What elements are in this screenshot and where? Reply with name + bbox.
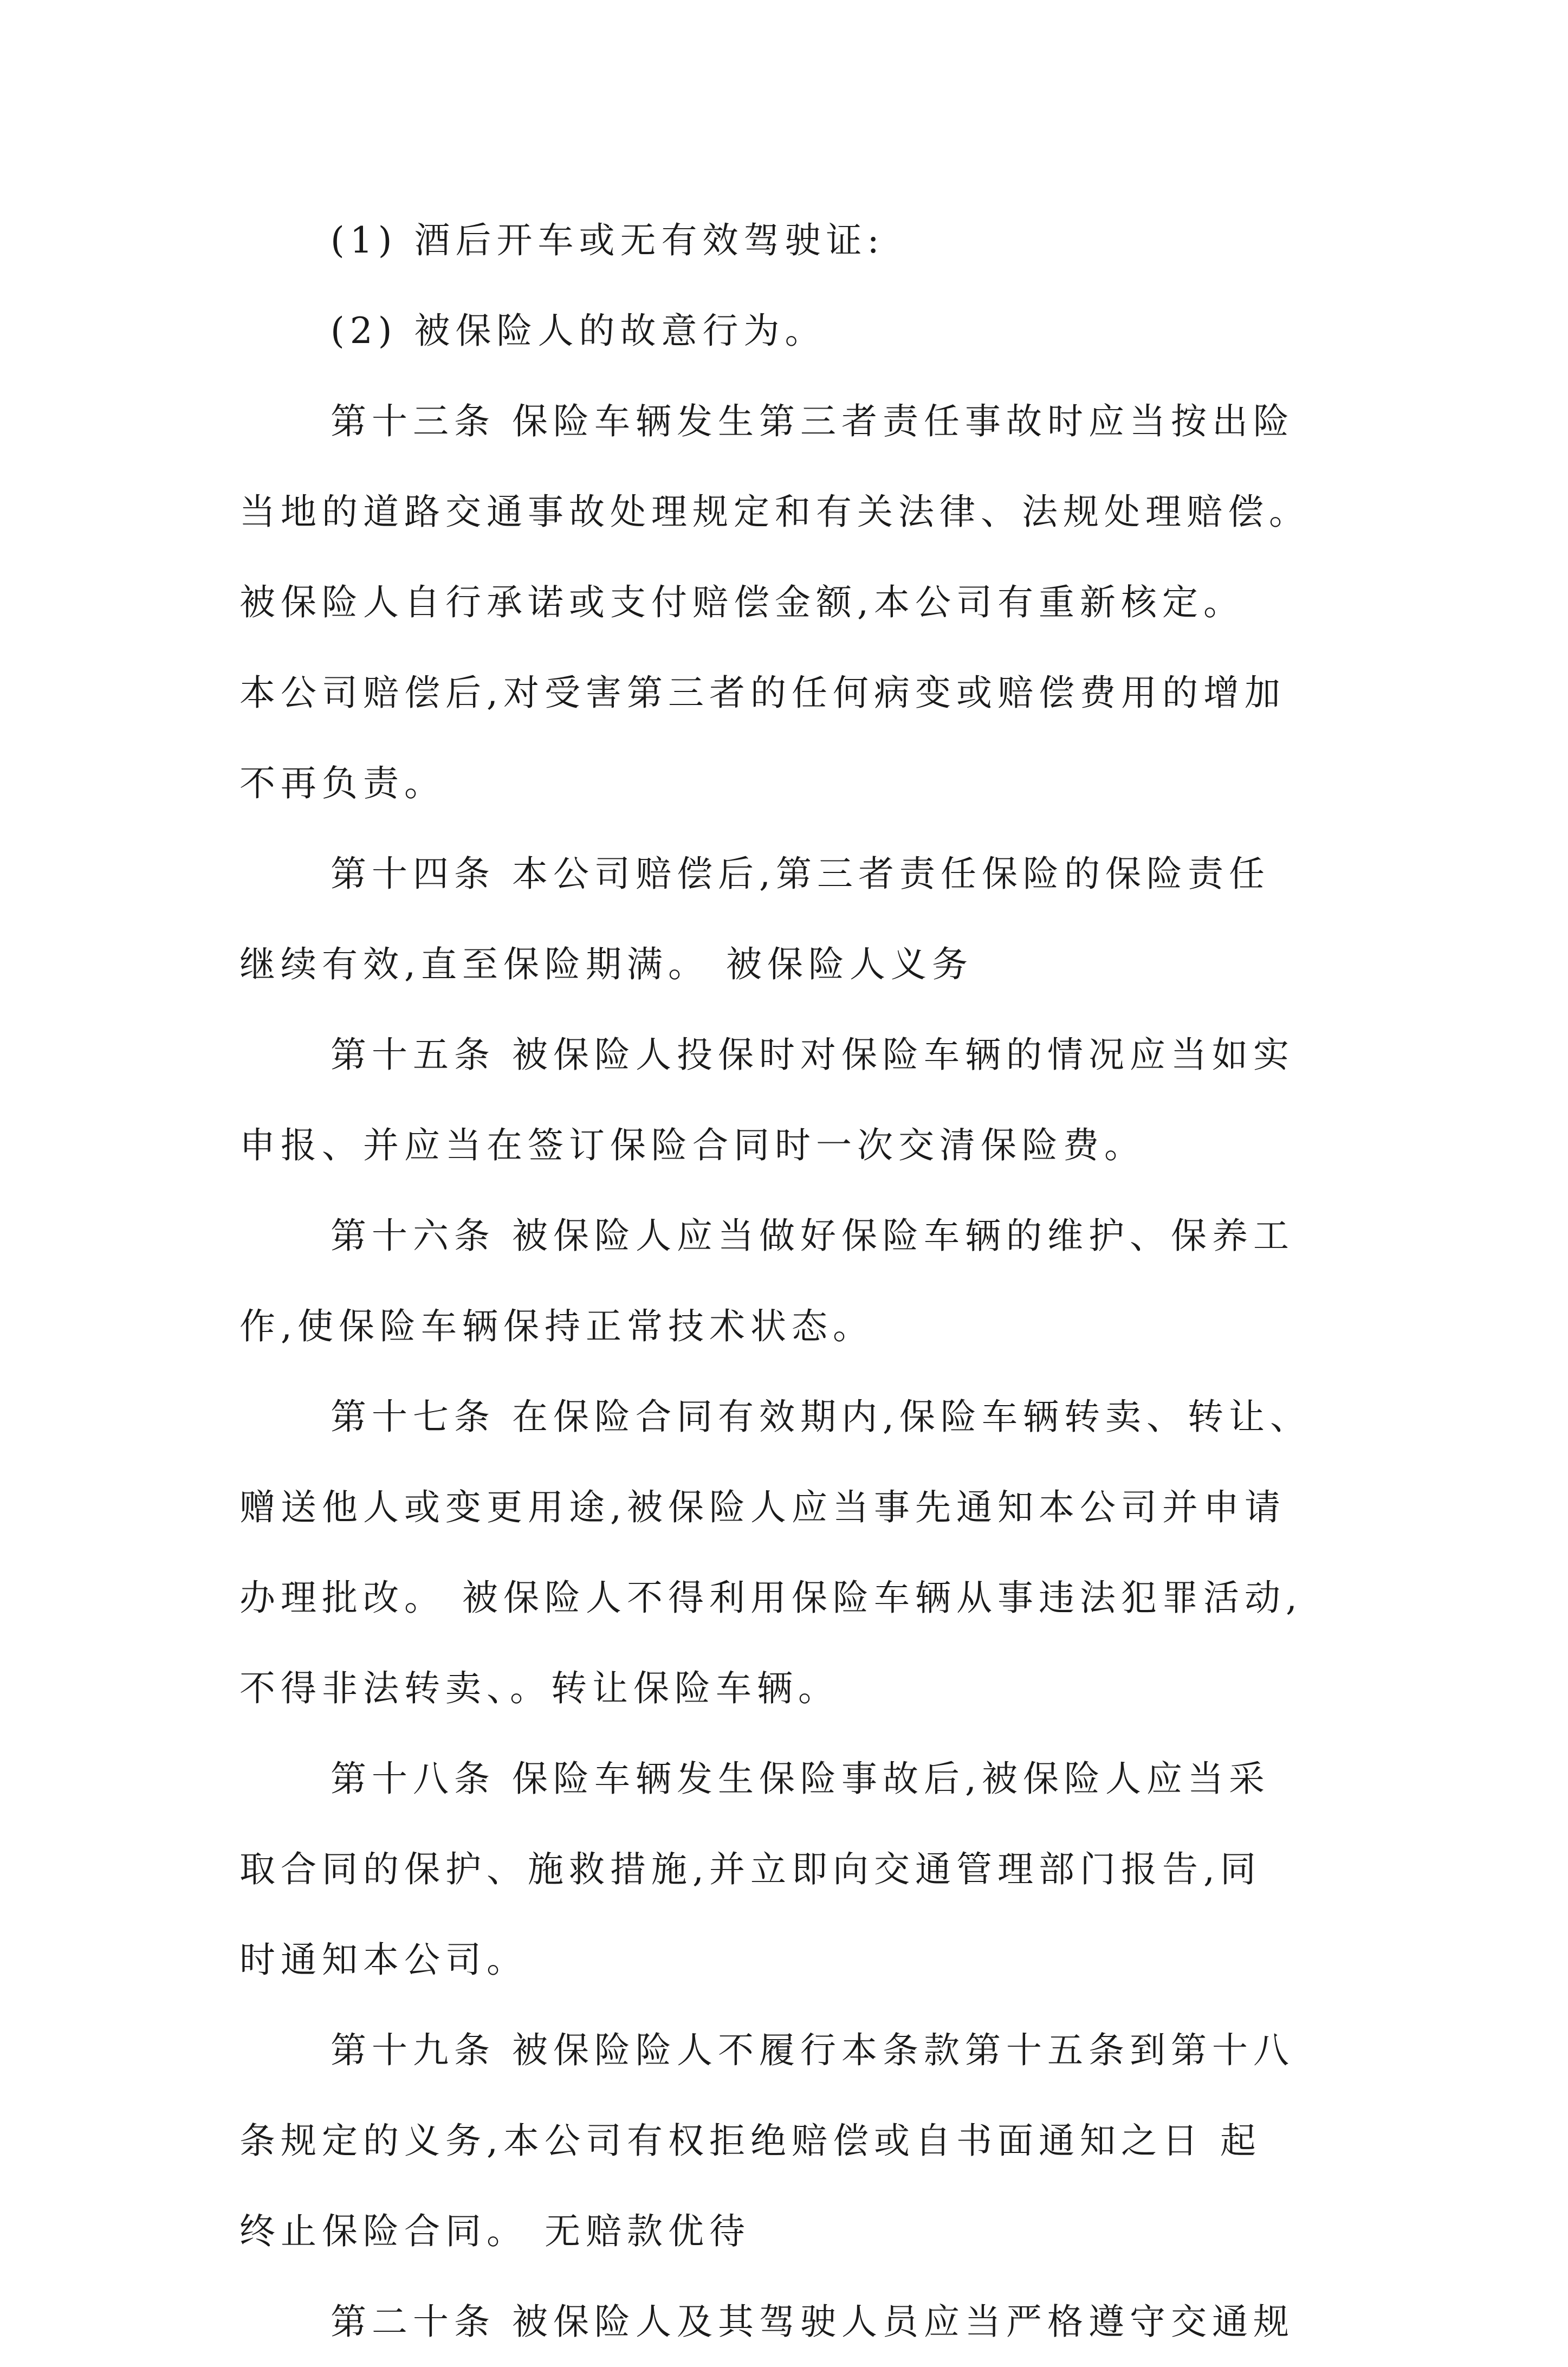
text-line: 第二十条 被保险人及其驾驶人员应当严格遵守交通规 (331, 2301, 1294, 2343)
document-body (239, 195, 1323, 2367)
text-line: 第十三条 保险车辆发生第三者责任事故时应当按出险 (331, 400, 1294, 442)
text-line: 作,使保险车辆保持正常技术状态。 (239, 1305, 874, 1347)
text-line: 当地的道路交通事故处理规定和有关法律、法规处理赔偿。 (239, 491, 1310, 533)
text-line: 时通知本公司。 (239, 1939, 528, 1981)
text-line: 赠送他人或变更用途,被保险人应当事先通知本公司并申请 (239, 1486, 1286, 1528)
text-line: 不得非法转卖、。转让保险车辆。 (239, 1667, 839, 1709)
text-line: 继续有效,直至保险期满。 被保险人义务 (239, 943, 973, 985)
text-line: 申报、并应当在签订保险合同时一次交清保险费。 (239, 1124, 1145, 1166)
text-line: 被保险人自行承诺或支付赔偿金额,本公司有重新核定。 (239, 581, 1245, 623)
text-line: 第十九条 被保险险人不履行本条款第十五条到第十八 (331, 2029, 1294, 2071)
text-line: (2) 被保险人的故意行为。 (331, 310, 826, 352)
text-line: 不再负责。 (239, 762, 445, 804)
text-line: 第十四条 本公司赔偿后,第三者责任保险的保险责任 (331, 853, 1270, 895)
text-line: 条规定的义务,本公司有权拒绝赔偿或自书面通知之日 起 (239, 2120, 1261, 2162)
text-line: 本公司赔偿后,对受害第三者的任何病变或赔偿费用的增加 (239, 672, 1286, 714)
text-line: (1) 酒后开车或无有效驾驶证: (331, 219, 885, 261)
text-line: 第十五条 被保险人投保时对保险车辆的情况应当如实 (331, 1034, 1294, 1076)
text-line: 办理批改。 被保险人不得利用保险车辆从事违法犯罪活动, (239, 1577, 1303, 1619)
text-line: 终止保险合同。 无赔款优待 (239, 2210, 750, 2252)
text-line: 第十六条 被保险人应当做好保险车辆的维护、保养工 (331, 1215, 1294, 1257)
text-line: 取合同的保护、施救措施,并立即向交通管理部门报告,同 (239, 1848, 1261, 1890)
text-line: 第十八条 保险车辆发生保险事故后,被保险人应当采 (331, 1758, 1270, 1800)
text-line: 第十七条 在保险合同有效期内,保险车辆转卖、转让、 (331, 1396, 1311, 1438)
